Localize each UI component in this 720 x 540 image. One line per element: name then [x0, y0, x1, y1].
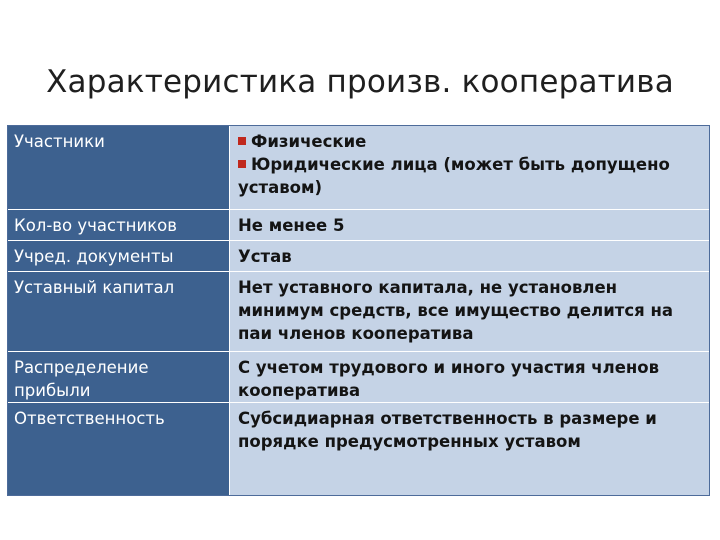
row-label-liability: Ответственность: [8, 403, 230, 495]
row-value-participants: [230, 126, 709, 210]
row-value-capital: Нет уставного капитала, не установлен минимум средств, все имущество делится на паи членов кооператива: [230, 272, 709, 352]
bullet-text: Физические: [251, 132, 367, 151]
characteristics-table: [7, 125, 710, 496]
row-value-profit: С учетом трудового и иного участия членов кооператива: [230, 352, 709, 403]
bullet-item: [238, 153, 701, 199]
row-label-founding-docs: Учред. документы: [8, 241, 230, 272]
bullet-icon: [238, 160, 246, 168]
row-value-member-count: Не менее 5: [230, 210, 709, 241]
row-label-capital: Уставный капитал: [8, 272, 230, 352]
row-label-profit: Распределение прибыли: [8, 352, 230, 403]
bullet-text: Юридические лица (может быть допущено уставом): [238, 155, 670, 197]
bullet-item: [238, 130, 701, 153]
row-value-founding-docs: Устав: [230, 241, 709, 272]
row-label-member-count: Кол-во участников: [8, 210, 230, 241]
bullet-icon: [238, 137, 246, 145]
slide-title: Характеристика произв. кооператива: [46, 64, 674, 100]
row-value-liability: Субсидиарная ответственность в размере и порядке предусмотренных уставом: [230, 403, 709, 495]
row-label-participants: Участники: [8, 126, 230, 210]
